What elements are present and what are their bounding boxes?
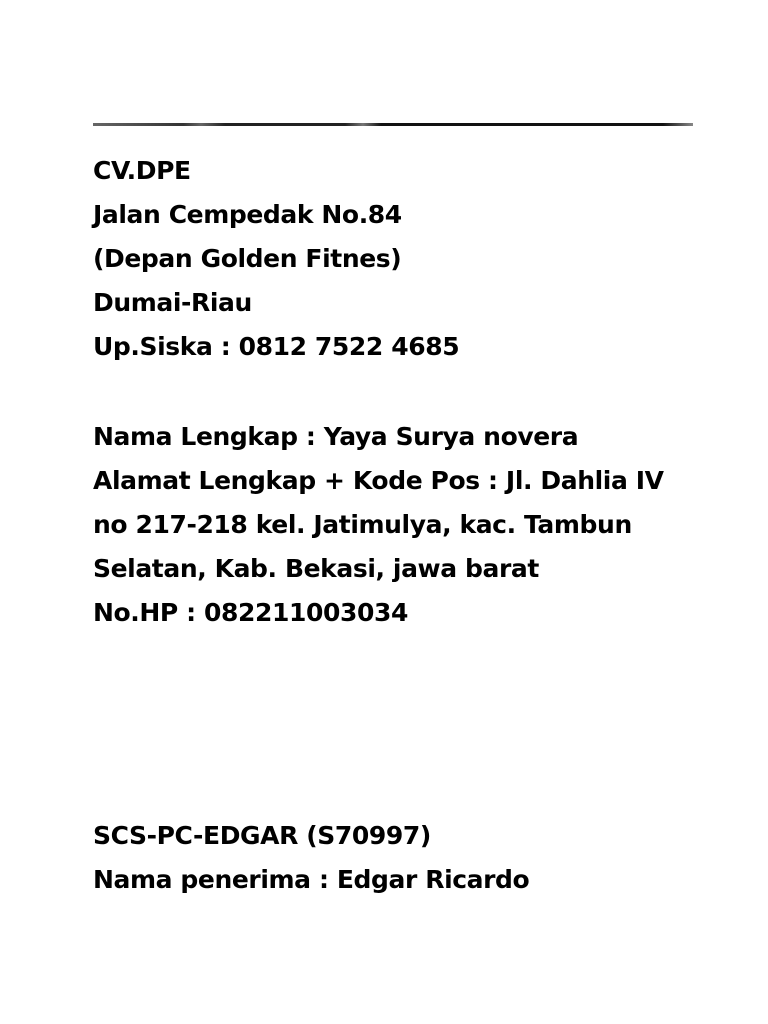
sender-contact: Up.Siska : 0812 7522 4685: [93, 332, 460, 361]
sender-street: Jalan Cempedak No.84: [93, 200, 402, 229]
recipient-address-line-2: no 217-218 kel. Jatimulya, kac. Tambun: [93, 510, 632, 539]
recipient-address-line-3: Selatan, Kab. Bekasi, jawa barat: [93, 554, 539, 583]
recipient-address-block: [93, 415, 664, 635]
sender-company: CV.DPE: [93, 156, 191, 185]
recipient-name: Nama Lengkap : Yaya Surya novera: [93, 422, 579, 451]
footer-block: [93, 814, 529, 902]
recipient-address-line-1: Alamat Lengkap + Kode Pos : Jl. Dahlia IV: [93, 466, 664, 495]
top-divider: [93, 123, 693, 126]
receiver-name: Nama penerima : Edgar Ricardo: [93, 865, 530, 894]
sender-city: Dumai-Riau: [93, 288, 252, 317]
order-code: SCS-PC-EDGAR (S70997): [93, 821, 431, 850]
sender-landmark: (Depan Golden Fitnes): [93, 244, 402, 273]
sender-address-block: [93, 149, 459, 369]
recipient-phone: No.HP : 082211003034: [93, 598, 408, 627]
